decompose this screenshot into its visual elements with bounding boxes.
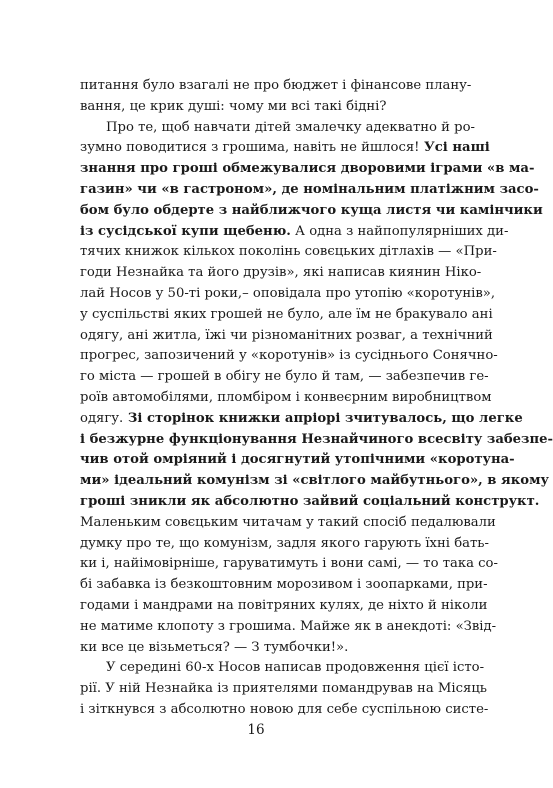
text-line: ки і, найімовірніше, гаруватимуть і вони самі, — то така со-	[80, 556, 498, 572]
text-line	[80, 138, 490, 159]
text-line: годи Незнайка та його друзів», які написав киянин Ніко-	[80, 265, 482, 281]
page-number: 16	[247, 722, 265, 738]
page-body-text	[80, 76, 553, 721]
text-line: лай Носов у 50-ті роки,– оповідала про утопію «коротунів»,	[80, 285, 496, 301]
text-line: У середині 60-х Носов написав продовження цієї істо-	[106, 660, 485, 676]
text-line: Маленьким совєцьким читачам у такий спосіб педалювали	[80, 514, 496, 530]
text-span: зумно поводитися з грошима, навіть не йшлося!	[80, 140, 420, 156]
text-line: і зіткнувся з абсолютно новою для себе суспільною систе-	[80, 701, 489, 717]
text-line	[80, 409, 523, 430]
text-line: у суспільстві яких грошей не було, але їм не бракувало ані	[80, 306, 493, 322]
text-line: рії. У ній Незнайка із приятелями помандрував на Місяць	[80, 681, 487, 697]
text-line: питання було взагалі не про бюджет і фінансове плану-	[80, 78, 472, 93]
text-line: тячих книжок кількох поколінь совєцьких дітлахів — «При-	[80, 244, 497, 260]
text-line: чив отой омріяний і досягнутий утопічними «коротуна-	[80, 452, 515, 468]
text-line: бом було обдерте з найближчого куща листя чи камінчики	[80, 202, 543, 218]
text-line: гроші зникли як абсолютно зайвий соціальний конструкт.	[80, 493, 540, 509]
text-line: роїв автомобілями, пломбіром і конвеєрним виробництвом	[80, 389, 492, 405]
text-line: ки все це візьметься? — З тумбочки!».	[80, 639, 349, 655]
text-line: годами і мандрами на повітряних кулях, де ніхто й ніколи	[80, 597, 488, 613]
text-span: одягу.	[80, 410, 124, 426]
text-line: ми» ідеальний комунізм зі «світлого майбутнього», в якому	[80, 473, 549, 489]
text-line: Про те, щоб навчати дітей змалечку адекватно й ро-	[106, 119, 475, 135]
text-line: го міста — грошей в обігу не було й там, — забезпечив ге-	[80, 369, 489, 385]
text-line: вання, це крик душі: чому ми всі такі бідні?	[80, 98, 387, 114]
text-line	[80, 222, 509, 243]
text-line: не матиме клопоту з грошима. Майже як в анекдоті: «Звід-	[80, 618, 497, 634]
text-line: одягу, ані житла, їжі чи різноманітних розваг, а технічний	[80, 327, 493, 343]
text-line: газин» чи «в гастроном», де номінальним платіжним засо-	[80, 181, 539, 197]
text-line: прогрес, запозичений у «коротунів» із сусіднього Сонячно-	[80, 348, 498, 364]
text-line: і безжурне функціонування Незнайчиного всесвіту забезпе-	[80, 431, 553, 447]
text-line: знання про гроші обмежувалися дворовими іграми «в ма-	[80, 161, 535, 177]
bold-text-span: Усі наші	[419, 140, 490, 156]
bold-text-span: із сусідської купи щебеню.	[80, 223, 291, 239]
text-line: бі забавка із безкоштовним морозивом і зоопарками, при-	[80, 577, 488, 593]
text-span: А одна з найпопулярніших ди-	[290, 223, 509, 239]
text-line: думку про те, що комунізм, задля якого гарують їхні бать-	[80, 535, 489, 551]
bold-text-span: Зі сторінок книжки апріорі зчитувалось, що легке	[123, 410, 523, 426]
